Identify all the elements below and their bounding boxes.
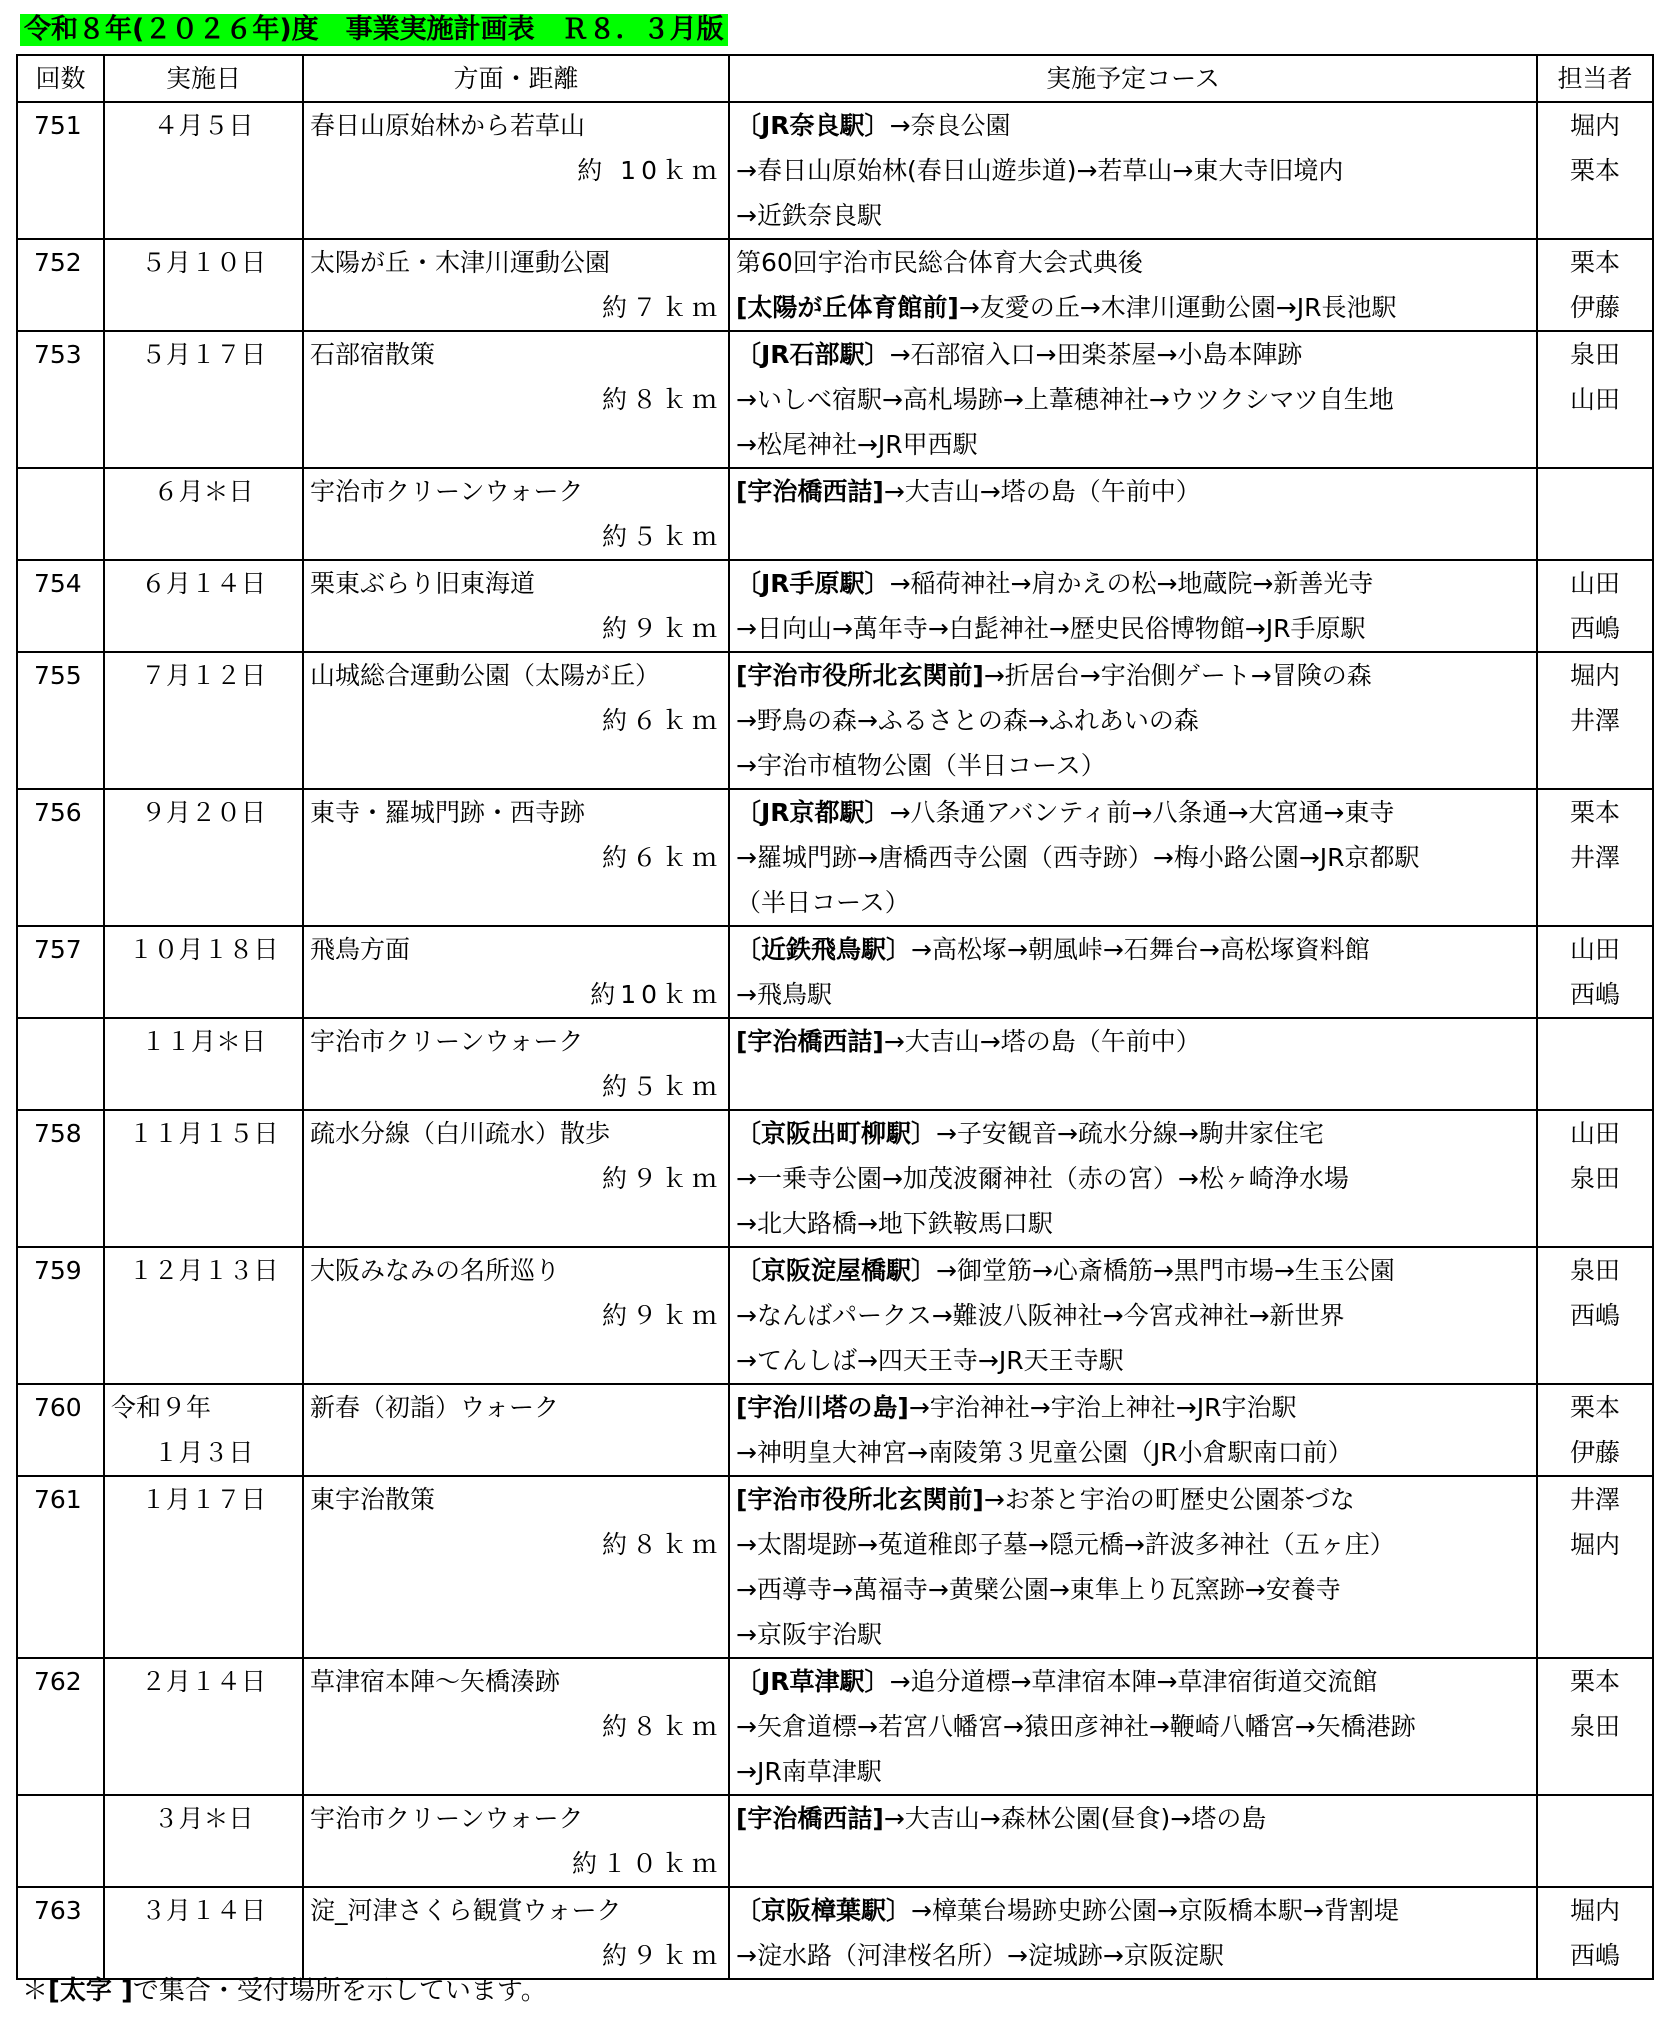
header-date: 実施日 bbox=[104, 55, 303, 102]
row-course bbox=[729, 239, 1537, 331]
row-staff bbox=[1537, 926, 1653, 1018]
course-line bbox=[736, 880, 1530, 925]
staff-name: 井澤 bbox=[1569, 843, 1620, 872]
staff-name: 伊藤 bbox=[1569, 1438, 1620, 1467]
area-name: 宇治市クリーンウォーク bbox=[310, 1027, 584, 1056]
header-staff: 担当者 bbox=[1537, 55, 1653, 102]
staff-name: 泉田 bbox=[1569, 1712, 1620, 1741]
row-course bbox=[729, 1795, 1537, 1887]
date-line: １月３日 bbox=[153, 1438, 254, 1467]
row-number: 751 bbox=[17, 102, 104, 239]
table-row bbox=[17, 1658, 1653, 1795]
course-text: →石部宿入口→田楽茶屋→小島本陣跡 bbox=[889, 340, 1303, 369]
area-name: 春日山原始林から若草山 bbox=[310, 111, 586, 140]
row-number: 762 bbox=[17, 1658, 104, 1795]
staff-name: 栗本 bbox=[1569, 156, 1620, 185]
staff-name: 栗本 bbox=[1569, 1393, 1620, 1422]
meeting-point: 〔近鉄飛鳥駅〕 bbox=[736, 935, 912, 964]
meeting-point: [宇治橋西詰] bbox=[736, 1027, 884, 1056]
row-course bbox=[729, 652, 1537, 789]
staff-name: 井澤 bbox=[1569, 1485, 1620, 1514]
course-text: →宇治神社→宇治上神社→JR宇治駅 bbox=[908, 1393, 1297, 1422]
footnote-mark: ＊ bbox=[22, 1976, 49, 2006]
row-area bbox=[303, 1384, 729, 1476]
course-line bbox=[736, 1522, 1530, 1567]
row-area bbox=[303, 560, 729, 652]
row-course bbox=[729, 1384, 1537, 1476]
table-row bbox=[17, 1110, 1653, 1247]
row-course bbox=[729, 468, 1537, 560]
staff-name: 山田 bbox=[1569, 569, 1620, 598]
date-line: １２月１３日 bbox=[128, 1256, 279, 1285]
date-line: ５月１０日 bbox=[140, 248, 266, 277]
area-name: 石部宿散策 bbox=[310, 340, 436, 369]
row-date bbox=[104, 468, 303, 560]
footnote-text: で集合・受付場所を示しています。 bbox=[132, 1976, 547, 2006]
table-row bbox=[17, 926, 1653, 1018]
row-staff bbox=[1537, 1247, 1653, 1384]
course-line bbox=[736, 698, 1530, 743]
meeting-point: 〔JR京都駅〕 bbox=[736, 798, 890, 827]
distance: 約９ｋｍ bbox=[601, 1941, 722, 1970]
row-course bbox=[729, 926, 1537, 1018]
row-course bbox=[729, 560, 1537, 652]
row-number: 759 bbox=[17, 1247, 104, 1384]
meeting-point: 〔JR手原駅〕 bbox=[736, 569, 890, 598]
row-number: 760 bbox=[17, 1384, 104, 1476]
table-row bbox=[17, 1795, 1653, 1887]
row-date bbox=[104, 560, 303, 652]
course-text: →大吉山→塔の島（午前中） bbox=[883, 1027, 1201, 1056]
course-text: （半日コース） bbox=[736, 888, 910, 917]
table-row bbox=[17, 1887, 1653, 1979]
date-line: ３月１４日 bbox=[140, 1896, 266, 1925]
staff-name: 堀内 bbox=[1569, 111, 1620, 140]
meeting-point: [太陽が丘体育館前] bbox=[736, 293, 959, 322]
meeting-point: 〔JR奈良駅〕 bbox=[736, 111, 890, 140]
row-date bbox=[104, 789, 303, 926]
date-line: ７月１２日 bbox=[140, 661, 266, 690]
course-text: →飛鳥駅 bbox=[736, 980, 832, 1009]
course-text: →JR南草津駅 bbox=[736, 1757, 882, 1786]
course-text: →神明皇大神宮→南陵第３児童公園（JR小倉駅南口前） bbox=[736, 1438, 1353, 1467]
staff-name: 山田 bbox=[1569, 935, 1620, 964]
distance: 約６ｋｍ bbox=[601, 843, 722, 872]
row-number: 763 bbox=[17, 1887, 104, 1979]
row-number: 752 bbox=[17, 239, 104, 331]
course-line bbox=[736, 1659, 1530, 1704]
distance: 約９ｋｍ bbox=[601, 1301, 722, 1330]
staff-name: 堀内 bbox=[1569, 1896, 1620, 1925]
area-name: 宇治市クリーンウォーク bbox=[310, 1804, 584, 1833]
distance: 約１０ｋｍ bbox=[571, 1849, 722, 1878]
row-date bbox=[104, 1247, 303, 1384]
date-line: ９月２０日 bbox=[140, 798, 266, 827]
header-area: 方面・距離 bbox=[303, 55, 729, 102]
row-course bbox=[729, 1887, 1537, 1979]
row-area bbox=[303, 1795, 729, 1887]
date-line: ２月１４日 bbox=[140, 1667, 266, 1696]
staff-name: 泉田 bbox=[1569, 1164, 1620, 1193]
date-line: ３月＊日 bbox=[153, 1804, 254, 1833]
course-line bbox=[736, 1796, 1530, 1841]
row-area bbox=[303, 1476, 729, 1658]
distance: 約９ｋｍ bbox=[601, 1164, 722, 1193]
course-text: →なんばパークス→難波八阪神社→今宮戎神社→新世界 bbox=[736, 1301, 1345, 1330]
row-date bbox=[104, 1658, 303, 1795]
row-area bbox=[303, 1887, 729, 1979]
distance: 約10ｋｍ bbox=[590, 980, 722, 1009]
course-line bbox=[736, 148, 1530, 193]
schedule-table bbox=[16, 54, 1654, 1980]
row-course bbox=[729, 1476, 1537, 1658]
row-area bbox=[303, 926, 729, 1018]
staff-name: 西嶋 bbox=[1569, 1941, 1620, 1970]
area-name: 疏水分線（白川疏水）散歩 bbox=[310, 1119, 611, 1148]
row-staff bbox=[1537, 560, 1653, 652]
header-row bbox=[17, 55, 1653, 102]
schedule-body bbox=[17, 102, 1653, 1979]
course-text: →高松塚→朝風峠→石舞台→高松塚資料館 bbox=[911, 935, 1370, 964]
course-line bbox=[736, 1293, 1530, 1338]
course-text: →宇治市植物公園（半日コース） bbox=[736, 751, 1106, 780]
row-area bbox=[303, 1247, 729, 1384]
course-line bbox=[736, 1933, 1530, 1978]
row-staff bbox=[1537, 102, 1653, 239]
row-area bbox=[303, 1658, 729, 1795]
row-date bbox=[104, 1384, 303, 1476]
course-line bbox=[736, 1385, 1530, 1430]
course-text: →羅城門跡→唐橋西寺公園（西寺跡）→梅小路公園→JR京都駅 bbox=[736, 843, 1420, 872]
meeting-point: [宇治橋西詰] bbox=[736, 477, 884, 506]
course-text: →八条通アバンティ前→八条通→大宮通→東寺 bbox=[889, 798, 1395, 827]
row-number: 756 bbox=[17, 789, 104, 926]
row-date bbox=[104, 1018, 303, 1110]
course-text: →一乗寺公園→加茂波爾神社（赤の宮）→松ヶ崎浄水場 bbox=[736, 1164, 1349, 1193]
row-number bbox=[17, 1018, 104, 1110]
course-line bbox=[736, 332, 1530, 377]
meeting-point: [宇治市役所北玄関前] bbox=[736, 1485, 984, 1514]
date-line: １１月＊日 bbox=[140, 1027, 266, 1056]
meeting-point: 〔京阪出町柳駅〕 bbox=[736, 1119, 937, 1148]
row-staff bbox=[1537, 1110, 1653, 1247]
staff-name: 西嶋 bbox=[1569, 614, 1620, 643]
row-number: 757 bbox=[17, 926, 104, 1018]
meeting-point: 〔京阪淀屋橋駅〕 bbox=[736, 1256, 937, 1285]
staff-name: 山田 bbox=[1569, 1119, 1620, 1148]
table-row bbox=[17, 789, 1653, 926]
area-name: 宇治市クリーンウォーク bbox=[310, 477, 584, 506]
area-name: 東宇治散策 bbox=[310, 1485, 436, 1514]
course-line bbox=[736, 972, 1530, 1017]
staff-name: 伊藤 bbox=[1569, 293, 1620, 322]
course-line bbox=[736, 743, 1530, 788]
course-text: →京阪宇治駅 bbox=[736, 1620, 882, 1649]
area-name: 山城総合運動公園（太陽が丘） bbox=[310, 661, 661, 690]
row-number bbox=[17, 468, 104, 560]
staff-name: 栗本 bbox=[1569, 798, 1620, 827]
footnote-bold-sample: [太字 ] bbox=[48, 1976, 133, 2006]
date-line: 令和９年 bbox=[111, 1393, 212, 1422]
row-course bbox=[729, 789, 1537, 926]
row-course bbox=[729, 1018, 1537, 1110]
course-line bbox=[736, 193, 1530, 238]
staff-name: 泉田 bbox=[1569, 1256, 1620, 1285]
staff-name: 栗本 bbox=[1569, 248, 1620, 277]
course-line bbox=[736, 1248, 1530, 1293]
course-line bbox=[736, 1201, 1530, 1246]
area-name: 草津宿本陣～矢橋湊跡 bbox=[310, 1667, 561, 1696]
header-number: 回数 bbox=[17, 55, 104, 102]
date-line: １１月１５日 bbox=[128, 1119, 279, 1148]
distance: 約５ｋｍ bbox=[601, 522, 722, 551]
row-course bbox=[729, 102, 1537, 239]
course-text: →友愛の丘→木津川運動公園→JR長池駅 bbox=[958, 293, 1397, 322]
row-date bbox=[104, 239, 303, 331]
date-line: ６月１４日 bbox=[140, 569, 266, 598]
row-area bbox=[303, 239, 729, 331]
row-area bbox=[303, 789, 729, 926]
course-line bbox=[736, 285, 1530, 330]
row-staff bbox=[1537, 1795, 1653, 1887]
date-line: ６月＊日 bbox=[153, 477, 254, 506]
distance: 約８ｋｍ bbox=[601, 385, 722, 414]
row-date bbox=[104, 1476, 303, 1658]
course-line bbox=[736, 653, 1530, 698]
course-text: →稲荷神社→肩かえの松→地蔵院→新善光寺 bbox=[889, 569, 1374, 598]
course-text: →松尾神社→JR甲西駅 bbox=[736, 430, 978, 459]
course-line bbox=[736, 1749, 1530, 1794]
course-text: →淀水路（河津桜名所）→淀城跡→京阪淀駅 bbox=[736, 1941, 1224, 1970]
row-area bbox=[303, 1018, 729, 1110]
row-staff bbox=[1537, 1887, 1653, 1979]
distance: 約７ｋｍ bbox=[601, 293, 722, 322]
table-row bbox=[17, 652, 1653, 789]
staff-name: 西嶋 bbox=[1569, 1301, 1620, 1330]
row-staff bbox=[1537, 1384, 1653, 1476]
table-row bbox=[17, 102, 1653, 239]
course-line bbox=[736, 1704, 1530, 1749]
course-line bbox=[736, 1338, 1530, 1383]
row-course bbox=[729, 331, 1537, 468]
table-row bbox=[17, 1384, 1653, 1476]
row-staff bbox=[1537, 789, 1653, 926]
row-date bbox=[104, 102, 303, 239]
date-line: １月１７日 bbox=[140, 1485, 266, 1514]
row-date bbox=[104, 1795, 303, 1887]
area-name: 大阪みなみの名所巡り bbox=[310, 1256, 561, 1285]
row-staff bbox=[1537, 468, 1653, 560]
course-line bbox=[736, 1019, 1530, 1064]
row-staff bbox=[1537, 331, 1653, 468]
area-name: 東寺・羅城門跡・西寺跡 bbox=[310, 798, 586, 827]
course-text: →大吉山→塔の島（午前中） bbox=[883, 477, 1201, 506]
meeting-point: 〔JR草津駅〕 bbox=[736, 1667, 890, 1696]
document-title: 令和８年(２０２６年)度 事業実施計画表 Ｒ８．３月版 bbox=[20, 14, 728, 46]
area-name: 新春（初詣）ウォーク bbox=[310, 1393, 560, 1422]
area-name: 淀_河津さくら観賞ウォーク bbox=[310, 1896, 622, 1925]
row-area bbox=[303, 652, 729, 789]
row-date bbox=[104, 1887, 303, 1979]
distance: 約６ｋｍ bbox=[601, 706, 722, 735]
course-line bbox=[736, 1111, 1530, 1156]
course-text: →子安観音→疏水分線→駒井家住宅 bbox=[936, 1119, 1324, 1148]
row-date bbox=[104, 926, 303, 1018]
course-text: →いしべ宿駅→高札場跡→上葦穂神社→ウツクシマツ自生地 bbox=[736, 385, 1394, 414]
area-name: 飛鳥方面 bbox=[310, 935, 411, 964]
course-line bbox=[736, 790, 1530, 835]
row-course bbox=[729, 1247, 1537, 1384]
staff-name: 堀内 bbox=[1569, 1530, 1620, 1559]
row-staff bbox=[1537, 1658, 1653, 1795]
course-line bbox=[736, 561, 1530, 606]
date-line: ５月１７日 bbox=[140, 340, 266, 369]
course-text: →樟葉台場跡史跡公園→京阪橋本駅→背割堤 bbox=[911, 1896, 1399, 1925]
course-text: →お茶と宇治の町歴史公園茶づな bbox=[983, 1485, 1355, 1514]
distance: 約 10ｋｍ bbox=[577, 156, 722, 185]
row-area bbox=[303, 331, 729, 468]
course-line bbox=[736, 377, 1530, 422]
course-text: →日向山→萬年寺→白髭神社→歴史民俗博物館→JR手原駅 bbox=[736, 614, 1366, 643]
meeting-point: 〔京阪樟葉駅〕 bbox=[736, 1896, 912, 1925]
course-line bbox=[736, 927, 1530, 972]
row-number: 754 bbox=[17, 560, 104, 652]
staff-name: 西嶋 bbox=[1569, 980, 1620, 1009]
table-row bbox=[17, 468, 1653, 560]
header-course: 実施予定コース bbox=[729, 55, 1537, 102]
course-line bbox=[736, 835, 1530, 880]
footnote bbox=[22, 1974, 547, 2008]
course-text: 第60回宇治市民総合体育大会式典後 bbox=[736, 248, 1143, 277]
table-row bbox=[17, 1476, 1653, 1658]
staff-name: 山田 bbox=[1569, 385, 1620, 414]
table-row bbox=[17, 331, 1653, 468]
course-line bbox=[736, 422, 1530, 467]
meeting-point: [宇治川塔の島] bbox=[736, 1393, 909, 1422]
course-line bbox=[736, 469, 1530, 514]
course-text: →矢倉道標→若宮八幡宮→猿田彦神社→鞭崎八幡宮→矢橋港跡 bbox=[736, 1712, 1416, 1741]
title-area bbox=[20, 14, 728, 46]
row-number: 761 bbox=[17, 1476, 104, 1658]
course-line bbox=[736, 1612, 1530, 1657]
staff-name: 堀内 bbox=[1569, 661, 1620, 690]
staff-name: 井澤 bbox=[1569, 706, 1620, 735]
staff-name: 泉田 bbox=[1569, 340, 1620, 369]
meeting-point: [宇治橋西詰] bbox=[736, 1804, 884, 1833]
staff-name: 栗本 bbox=[1569, 1667, 1620, 1696]
table-row bbox=[17, 560, 1653, 652]
row-area bbox=[303, 468, 729, 560]
course-text: →奈良公園 bbox=[889, 111, 1011, 140]
table-row bbox=[17, 239, 1653, 331]
course-text: →御堂筋→心斎橋筋→黒門市場→生玉公園 bbox=[936, 1256, 1395, 1285]
row-number: 753 bbox=[17, 331, 104, 468]
course-text: →追分道標→草津宿本陣→草津宿街道交流館 bbox=[889, 1667, 1378, 1696]
row-number: 755 bbox=[17, 652, 104, 789]
area-name: 栗東ぶらり旧東海道 bbox=[310, 569, 536, 598]
date-line: １０月１８日 bbox=[128, 935, 279, 964]
distance: 約８ｋｍ bbox=[601, 1530, 722, 1559]
course-text: →西導寺→萬福寺→黄檗公園→東隼上り瓦窯跡→安養寺 bbox=[736, 1575, 1341, 1604]
row-number bbox=[17, 1795, 104, 1887]
row-date bbox=[104, 1110, 303, 1247]
row-course bbox=[729, 1658, 1537, 1795]
table-row bbox=[17, 1247, 1653, 1384]
row-number: 758 bbox=[17, 1110, 104, 1247]
course-line bbox=[736, 240, 1530, 285]
row-area bbox=[303, 1110, 729, 1247]
row-course bbox=[729, 1110, 1537, 1247]
row-staff bbox=[1537, 239, 1653, 331]
table-row bbox=[17, 1018, 1653, 1110]
course-line bbox=[736, 1477, 1530, 1522]
course-text: →北大路橋→地下鉄鞍馬口駅 bbox=[736, 1209, 1053, 1238]
course-text: →てんしば→四天王寺→JR天王寺駅 bbox=[736, 1346, 1124, 1375]
distance: 約９ｋｍ bbox=[601, 614, 722, 643]
meeting-point: [宇治市役所北玄関前] bbox=[736, 661, 984, 690]
date-line: ４月５日 bbox=[153, 111, 254, 140]
course-text: →太閤堤跡→菟道稚郎子墓→隠元橋→許波多神社（五ヶ庄） bbox=[736, 1530, 1395, 1559]
row-date bbox=[104, 652, 303, 789]
course-line bbox=[736, 103, 1530, 148]
row-date bbox=[104, 331, 303, 468]
distance: 約５ｋｍ bbox=[601, 1072, 722, 1101]
row-staff bbox=[1537, 1476, 1653, 1658]
row-staff bbox=[1537, 652, 1653, 789]
course-line bbox=[736, 1567, 1530, 1612]
course-text: →近鉄奈良駅 bbox=[736, 201, 882, 230]
distance: 約８ｋｍ bbox=[601, 1712, 722, 1741]
course-text: →春日山原始林(春日山遊歩道)→若草山→東大寺旧境内 bbox=[736, 156, 1344, 185]
course-line bbox=[736, 1888, 1530, 1933]
meeting-point: 〔JR石部駅〕 bbox=[736, 340, 890, 369]
course-line bbox=[736, 606, 1530, 651]
row-area bbox=[303, 102, 729, 239]
area-name: 太陽が丘・木津川運動公園 bbox=[310, 248, 611, 277]
course-line bbox=[736, 1430, 1530, 1475]
course-text: →折居台→宇治側ゲート→冒険の森 bbox=[983, 661, 1372, 690]
course-text: →野鳥の森→ふるさとの森→ふれあいの森 bbox=[736, 706, 1199, 735]
row-staff bbox=[1537, 1018, 1653, 1110]
course-text: →大吉山→森林公園(昼食)→塔の島 bbox=[883, 1804, 1267, 1833]
course-line bbox=[736, 1156, 1530, 1201]
